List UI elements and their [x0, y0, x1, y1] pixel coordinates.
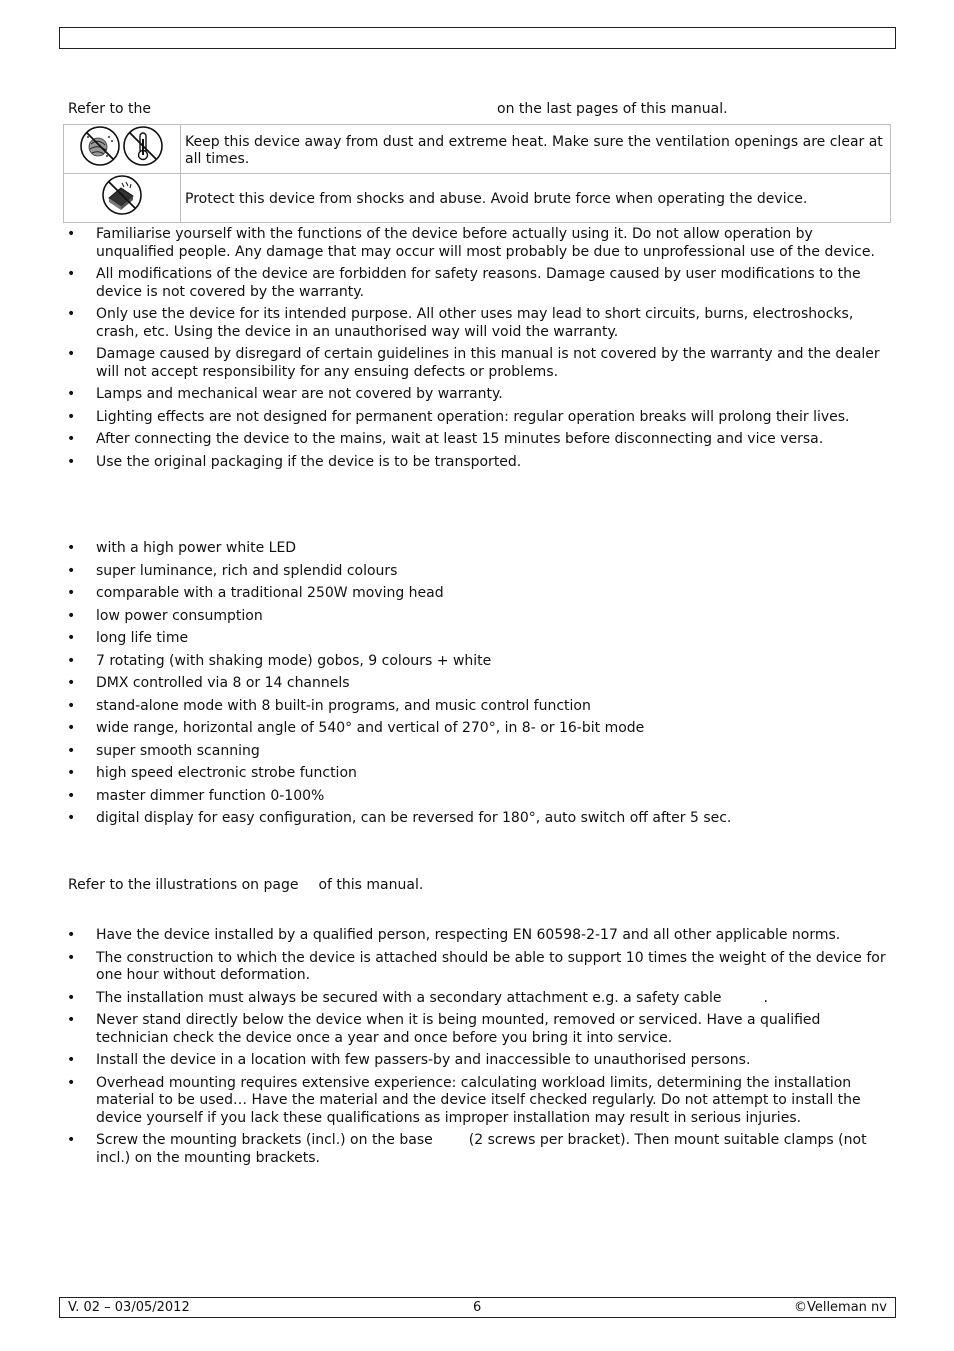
list-item: [67, 1132, 887, 1167]
no-heat-icon: [124, 127, 162, 165]
warning-text: Keep this device away from dust and extreme heat. Make sure the ventilation openings are clear at all times.: [181, 125, 891, 174]
warning-icons-cell: [64, 125, 181, 174]
overview-text-after: of this manual.: [318, 877, 424, 893]
list-item-text: (2 screws per bracket). Then mount suitable clamps (not incl.) on the mounting brackets.: [96, 1132, 867, 1166]
list-item: • After connecting the device to the mains, wait at least 15 minutes before disconnecting and vice versa.: [67, 431, 887, 449]
intro-line: [68, 101, 888, 119]
list-item: • wide range, horizontal angle of 540° and vertical of 270°, in 8- or 16-bit mode: [67, 720, 887, 738]
footer-copyright: ©Velleman nv: [793, 1300, 887, 1315]
list-item: • Never stand directly below the device when it is being mounted, removed or serviced. Have a qualified technician check the device once a year and once before you bring it into service.: [67, 1012, 887, 1047]
list-item-text: Screw the mounting brackets (incl.) on the base: [96, 1132, 433, 1148]
warning-icons-cell: [64, 174, 181, 223]
list-item: • All modifications of the device are forbidden for safety reasons. Damage caused by user modifications to the device is not covered by the warranty.: [67, 266, 887, 301]
list-item: • high speed electronic strobe function: [67, 765, 887, 783]
list-item: • Lamps and mechanical wear are not covered by warranty.: [67, 386, 887, 404]
list-item: • Damage caused by disregard of certain guidelines in this manual is not covered by the warranty and the dealer will not accept responsibility for any ensuing defects or problems.: [67, 346, 887, 381]
list-item: • Install the device in a location with few passers-by and inaccessible to unauthorised persons.: [67, 1052, 887, 1070]
overview-reference: [68, 877, 423, 895]
list-item: • master dimmer function 0-100%: [67, 788, 887, 806]
list-item: • low power consumption: [67, 608, 887, 626]
no-dust-icon: [81, 127, 119, 165]
overview-text-before: Refer to the illustrations on page: [68, 877, 299, 893]
warning-row: [64, 125, 891, 174]
list-item: • The construction to which the device is attached should be able to support 10 times the weight of the device for one hour without deformation.: [67, 950, 887, 985]
list-item: • Lighting effects are not designed for permanent operation: regular operation breaks will prolong their lives.: [67, 409, 887, 427]
no-dust-heat-icons: [79, 125, 165, 167]
list-item: • with a high power white LED: [67, 540, 887, 558]
list-item: • stand-alone mode with 8 built-in programs, and music control function: [67, 698, 887, 716]
warning-text: Protect this device from shocks and abuse. Avoid brute force when operating the device.: [181, 174, 891, 223]
list-item: • comparable with a traditional 250W moving head: [67, 585, 887, 603]
guidelines-list: [67, 226, 887, 476]
header-box: [59, 27, 896, 49]
list-item: • Overhead mounting requires extensive experience: calculating workload limits, determining the installation material to be used… Have the material and the device itself checked regularly. Do not attempt to install the device yourself if you lack these qualifications as improper installation may result in serious injuries.: [67, 1075, 887, 1128]
list-item-suffix: .: [763, 989, 768, 1006]
list-item: • 7 rotating (with shaking mode) gobos, 9 colours + white: [67, 653, 887, 671]
list-item: • digital display for easy configuration, can be reversed for 180°, auto switch off after 5 sec.: [67, 810, 887, 828]
footer-version: V. 02 – 03/05/2012: [68, 1300, 190, 1315]
no-shock-icon: [99, 174, 145, 216]
warning-row: [64, 174, 891, 223]
installation-list: [67, 927, 887, 1172]
list-item: [67, 990, 887, 1008]
list-item: • super smooth scanning: [67, 743, 887, 761]
list-item-text: The installation must always be secured with a secondary attachment e.g. a safety cable: [96, 989, 722, 1006]
list-item: • DMX controlled via 8 or 14 channels: [67, 675, 887, 693]
list-item: • Only use the device for its intended purpose. All other uses may lead to short circuits, burns, electroshocks, crash, etc. Using the device in an unauthorised way will void the warranty.: [67, 306, 887, 341]
list-item: • Use the original packaging if the device is to be transported.: [67, 454, 887, 472]
page-footer: [59, 1297, 896, 1318]
list-item: • Familiarise yourself with the functions of the device before actually using it. Do not allow operation by unqualified people. Any damage that may occur will most probably be due to unprofessional use of the device.: [67, 226, 887, 261]
list-item: • long life time: [67, 630, 887, 648]
intro-text-before: Refer to the: [68, 101, 151, 117]
list-item: • super luminance, rich and splendid colours: [67, 563, 887, 581]
list-item: • Have the device installed by a qualified person, respecting EN 60598-2-17 and all other applicable norms.: [67, 927, 887, 945]
footer-page-number: 6: [473, 1300, 482, 1315]
warnings-table: [63, 124, 891, 223]
features-list: [67, 540, 887, 833]
intro-text-after: on the last pages of this manual.: [497, 101, 728, 117]
